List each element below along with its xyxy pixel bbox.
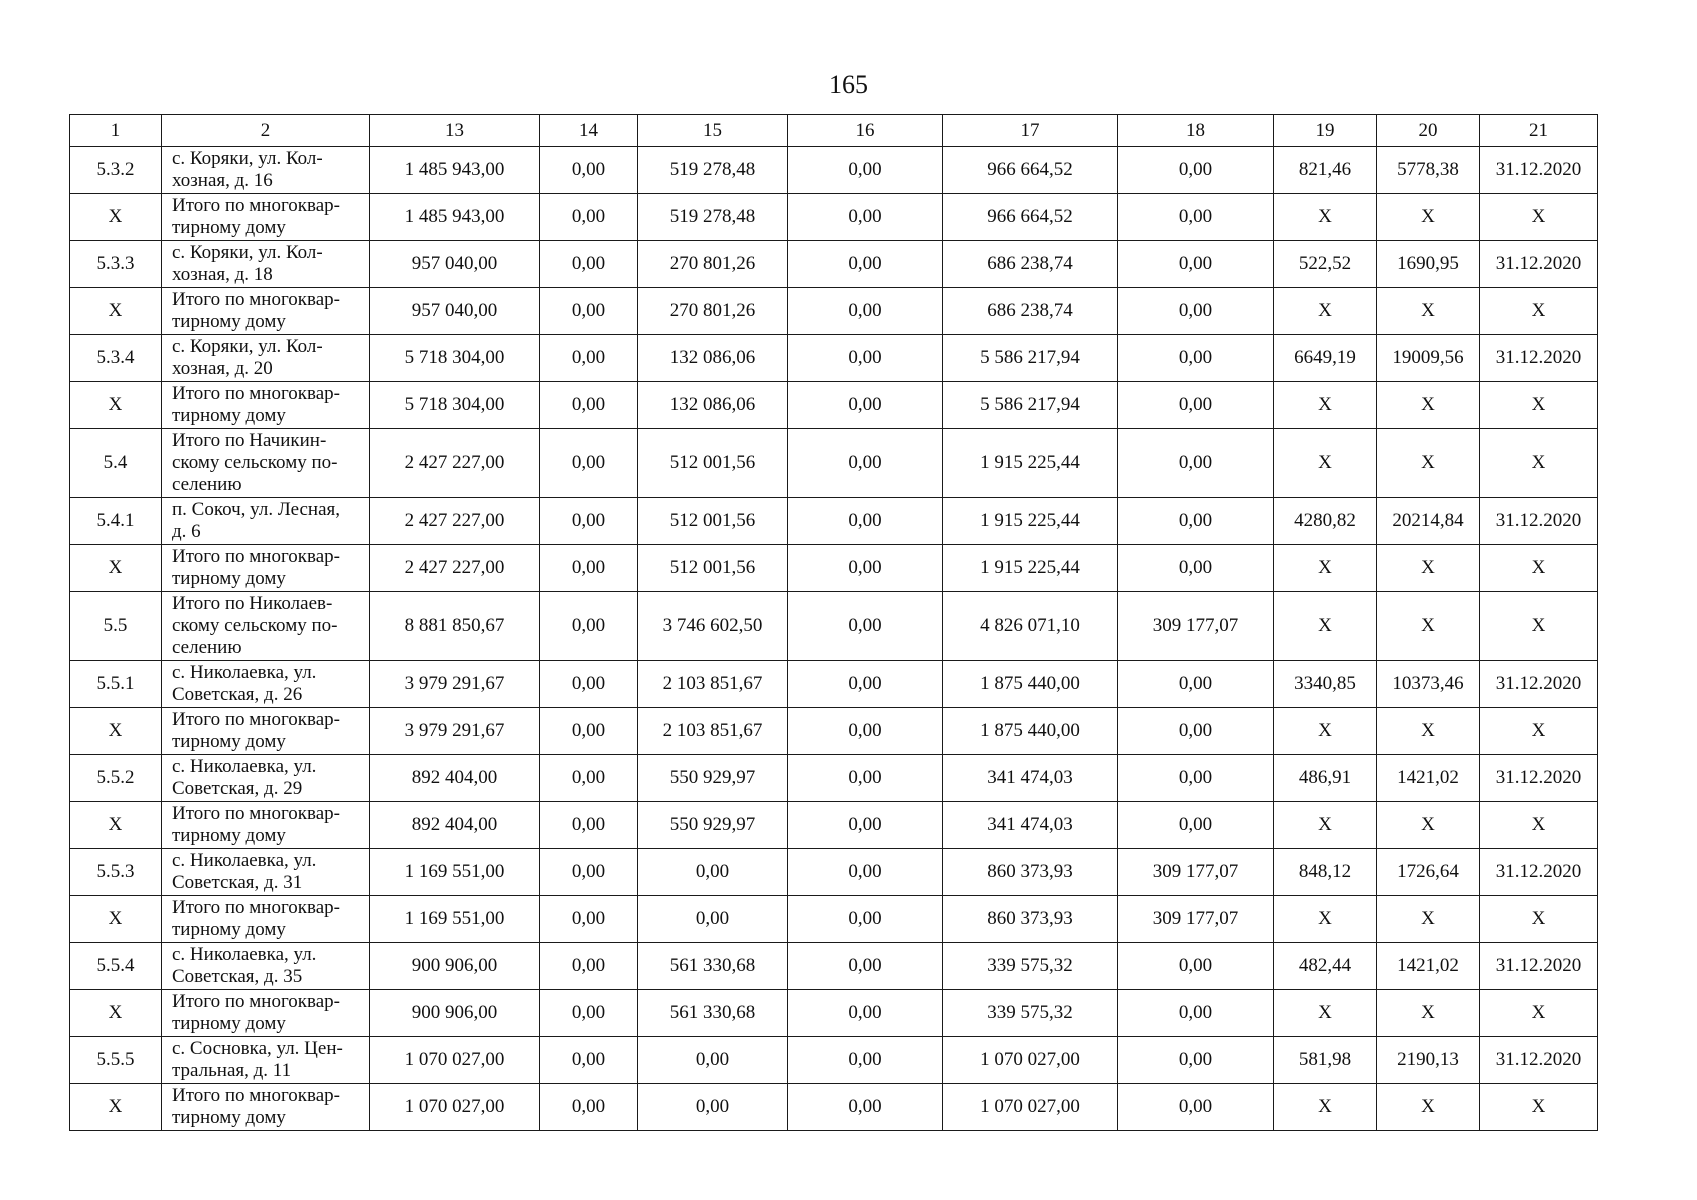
cell-row-number: Х [70, 802, 162, 849]
cell-col-21: 31.12.2020 [1480, 849, 1598, 896]
table-body [70, 115, 1598, 1131]
table-row [70, 288, 1598, 335]
cell-col-14: 0,00 [540, 429, 638, 498]
table-row [70, 545, 1598, 592]
column-header: 1 [70, 115, 162, 147]
cell-col-18: 0,00 [1118, 802, 1274, 849]
cell-col-21: Х [1480, 382, 1598, 429]
cell-col-13: 900 906,00 [370, 990, 540, 1037]
cell-col-17: 860 373,93 [943, 896, 1118, 943]
cell-address: Итого по многоквар- тирному дому [162, 802, 370, 849]
table-row [70, 382, 1598, 429]
cell-address: Итого по многоквар- тирному дому [162, 990, 370, 1037]
cell-col-15: 561 330,68 [638, 990, 788, 1037]
cell-col-14: 0,00 [540, 592, 638, 661]
cell-col-16: 0,00 [788, 288, 943, 335]
cell-col-20: Х [1377, 802, 1480, 849]
cell-col-17: 1 875 440,00 [943, 708, 1118, 755]
cell-col-21: 31.12.2020 [1480, 241, 1598, 288]
cell-col-19: 6649,19 [1274, 335, 1377, 382]
cell-address: с. Николаевка, ул. Советская, д. 26 [162, 661, 370, 708]
cell-col-15: 132 086,06 [638, 335, 788, 382]
cell-col-21: 31.12.2020 [1480, 661, 1598, 708]
cell-col-19: 848,12 [1274, 849, 1377, 896]
cell-col-14: 0,00 [540, 943, 638, 990]
cell-col-20: 10373,46 [1377, 661, 1480, 708]
cell-col-18: 0,00 [1118, 943, 1274, 990]
cell-col-17: 4 826 071,10 [943, 592, 1118, 661]
cell-col-13: 1 485 943,00 [370, 147, 540, 194]
cell-col-16: 0,00 [788, 755, 943, 802]
cell-row-number: 5.4.1 [70, 498, 162, 545]
cell-col-15: 0,00 [638, 1037, 788, 1084]
cell-col-19: Х [1274, 1084, 1377, 1131]
column-header: 19 [1274, 115, 1377, 147]
cell-col-20: 1421,02 [1377, 943, 1480, 990]
cell-col-20: Х [1377, 288, 1480, 335]
cell-col-14: 0,00 [540, 335, 638, 382]
cell-col-18: 0,00 [1118, 545, 1274, 592]
column-header: 16 [788, 115, 943, 147]
cell-col-14: 0,00 [540, 382, 638, 429]
cell-col-20: Х [1377, 990, 1480, 1037]
cell-col-21: Х [1480, 545, 1598, 592]
cell-row-number: Х [70, 708, 162, 755]
table-row [70, 943, 1598, 990]
cell-col-14: 0,00 [540, 896, 638, 943]
cell-col-17: 686 238,74 [943, 241, 1118, 288]
cell-col-14: 0,00 [540, 849, 638, 896]
cell-col-13: 957 040,00 [370, 241, 540, 288]
cell-address: Итого по Николаев- скому сельскому по- селению [162, 592, 370, 661]
table-row [70, 335, 1598, 382]
cell-col-17: 686 238,74 [943, 288, 1118, 335]
cell-col-16: 0,00 [788, 382, 943, 429]
cell-col-14: 0,00 [540, 194, 638, 241]
cell-col-14: 0,00 [540, 241, 638, 288]
cell-col-15: 0,00 [638, 896, 788, 943]
cell-col-16: 0,00 [788, 194, 943, 241]
cell-col-20: 2190,13 [1377, 1037, 1480, 1084]
cell-address: Итого по Начикин- скому сельскому по- селению [162, 429, 370, 498]
cell-col-13: 5 718 304,00 [370, 382, 540, 429]
table-row [70, 241, 1598, 288]
cell-col-15: 550 929,97 [638, 802, 788, 849]
cell-col-21: 31.12.2020 [1480, 755, 1598, 802]
cell-col-18: 0,00 [1118, 382, 1274, 429]
cell-col-13: 1 169 551,00 [370, 896, 540, 943]
cell-col-20: Х [1377, 708, 1480, 755]
cell-row-number: 5.5.1 [70, 661, 162, 708]
cell-col-14: 0,00 [540, 288, 638, 335]
cell-col-16: 0,00 [788, 943, 943, 990]
data-table [69, 114, 1598, 1131]
cell-col-19: Х [1274, 429, 1377, 498]
cell-col-20: 5778,38 [1377, 147, 1480, 194]
cell-col-13: 2 427 227,00 [370, 429, 540, 498]
cell-row-number: 5.5.5 [70, 1037, 162, 1084]
cell-col-14: 0,00 [540, 147, 638, 194]
cell-address: с. Николаевка, ул. Советская, д. 35 [162, 943, 370, 990]
cell-row-number: 5.3.4 [70, 335, 162, 382]
cell-address: с. Николаевка, ул. Советская, д. 31 [162, 849, 370, 896]
cell-col-17: 339 575,32 [943, 990, 1118, 1037]
cell-col-21: Х [1480, 1084, 1598, 1131]
cell-col-14: 0,00 [540, 755, 638, 802]
cell-row-number: 5.3.2 [70, 147, 162, 194]
cell-col-14: 0,00 [540, 802, 638, 849]
table-row [70, 498, 1598, 545]
cell-col-16: 0,00 [788, 241, 943, 288]
cell-col-15: 519 278,48 [638, 147, 788, 194]
column-header: 13 [370, 115, 540, 147]
cell-col-20: Х [1377, 896, 1480, 943]
column-header: 15 [638, 115, 788, 147]
cell-col-16: 0,00 [788, 545, 943, 592]
table-row [70, 802, 1598, 849]
cell-col-13: 2 427 227,00 [370, 545, 540, 592]
table-row [70, 194, 1598, 241]
cell-col-21: 31.12.2020 [1480, 147, 1598, 194]
cell-col-20: Х [1377, 382, 1480, 429]
cell-col-20: Х [1377, 194, 1480, 241]
cell-row-number: 5.3.3 [70, 241, 162, 288]
cell-col-17: 966 664,52 [943, 147, 1118, 194]
cell-col-19: 581,98 [1274, 1037, 1377, 1084]
cell-col-18: 0,00 [1118, 429, 1274, 498]
cell-col-18: 0,00 [1118, 194, 1274, 241]
cell-col-18: 0,00 [1118, 990, 1274, 1037]
cell-row-number: Х [70, 990, 162, 1037]
cell-address: Итого по многоквар- тирному дому [162, 545, 370, 592]
cell-col-18: 0,00 [1118, 335, 1274, 382]
cell-col-14: 0,00 [540, 498, 638, 545]
table-row [70, 147, 1598, 194]
cell-col-15: 0,00 [638, 849, 788, 896]
table-row [70, 1084, 1598, 1131]
cell-col-13: 2 427 227,00 [370, 498, 540, 545]
cell-col-16: 0,00 [788, 896, 943, 943]
cell-col-14: 0,00 [540, 545, 638, 592]
cell-col-13: 3 979 291,67 [370, 661, 540, 708]
cell-col-17: 341 474,03 [943, 755, 1118, 802]
cell-address: с. Коряки, ул. Кол- хозная, д. 16 [162, 147, 370, 194]
cell-col-21: Х [1480, 288, 1598, 335]
cell-address: Итого по многоквар- тирному дому [162, 382, 370, 429]
cell-col-16: 0,00 [788, 1084, 943, 1131]
cell-col-19: 486,91 [1274, 755, 1377, 802]
cell-col-15: 132 086,06 [638, 382, 788, 429]
table-row [70, 990, 1598, 1037]
table-row [70, 708, 1598, 755]
cell-row-number: Х [70, 288, 162, 335]
cell-col-18: 0,00 [1118, 755, 1274, 802]
cell-address: с. Коряки, ул. Кол- хозная, д. 18 [162, 241, 370, 288]
cell-col-20: Х [1377, 592, 1480, 661]
cell-col-16: 0,00 [788, 990, 943, 1037]
cell-col-14: 0,00 [540, 1037, 638, 1084]
cell-col-13: 5 718 304,00 [370, 335, 540, 382]
cell-col-20: 20214,84 [1377, 498, 1480, 545]
cell-col-13: 892 404,00 [370, 802, 540, 849]
cell-col-15: 512 001,56 [638, 498, 788, 545]
cell-row-number: 5.5 [70, 592, 162, 661]
cell-col-13: 3 979 291,67 [370, 708, 540, 755]
cell-col-16: 0,00 [788, 708, 943, 755]
table-row [70, 429, 1598, 498]
cell-col-15: 512 001,56 [638, 429, 788, 498]
cell-col-19: 4280,82 [1274, 498, 1377, 545]
cell-row-number: Х [70, 382, 162, 429]
cell-col-17: 1 070 027,00 [943, 1084, 1118, 1131]
cell-row-number: Х [70, 1084, 162, 1131]
cell-col-19: 482,44 [1274, 943, 1377, 990]
cell-col-13: 900 906,00 [370, 943, 540, 990]
cell-col-16: 0,00 [788, 661, 943, 708]
cell-col-15: 270 801,26 [638, 241, 788, 288]
table-row [70, 896, 1598, 943]
cell-col-16: 0,00 [788, 335, 943, 382]
column-header: 20 [1377, 115, 1480, 147]
cell-row-number: 5.5.2 [70, 755, 162, 802]
cell-col-19: Х [1274, 592, 1377, 661]
cell-col-18: 0,00 [1118, 1084, 1274, 1131]
cell-address: Итого по многоквар- тирному дому [162, 1084, 370, 1131]
cell-col-21: Х [1480, 708, 1598, 755]
cell-col-19: Х [1274, 896, 1377, 943]
cell-col-21: Х [1480, 990, 1598, 1037]
cell-col-18: 309 177,07 [1118, 592, 1274, 661]
table-row [70, 1037, 1598, 1084]
cell-col-13: 892 404,00 [370, 755, 540, 802]
cell-col-17: 1 915 225,44 [943, 498, 1118, 545]
cell-col-18: 0,00 [1118, 708, 1274, 755]
cell-col-21: 31.12.2020 [1480, 498, 1598, 545]
cell-col-17: 1 915 225,44 [943, 545, 1118, 592]
cell-col-19: 3340,85 [1274, 661, 1377, 708]
cell-col-18: 0,00 [1118, 288, 1274, 335]
cell-address: с. Сосновка, ул. Цен- тральная, д. 11 [162, 1037, 370, 1084]
cell-col-19: Х [1274, 194, 1377, 241]
cell-col-21: Х [1480, 802, 1598, 849]
cell-col-16: 0,00 [788, 1037, 943, 1084]
cell-col-15: 561 330,68 [638, 943, 788, 990]
cell-col-20: 19009,56 [1377, 335, 1480, 382]
cell-col-18: 309 177,07 [1118, 849, 1274, 896]
cell-col-15: 550 929,97 [638, 755, 788, 802]
cell-col-13: 1 485 943,00 [370, 194, 540, 241]
cell-address: Итого по многоквар- тирному дому [162, 708, 370, 755]
cell-col-14: 0,00 [540, 708, 638, 755]
cell-col-19: Х [1274, 708, 1377, 755]
cell-col-13: 1 070 027,00 [370, 1084, 540, 1131]
cell-col-17: 339 575,32 [943, 943, 1118, 990]
cell-address: Итого по многоквар- тирному дому [162, 896, 370, 943]
cell-col-20: 1726,64 [1377, 849, 1480, 896]
table-row [70, 849, 1598, 896]
cell-col-13: 8 881 850,67 [370, 592, 540, 661]
cell-col-19: Х [1274, 990, 1377, 1037]
column-header: 14 [540, 115, 638, 147]
cell-address: с. Николаевка, ул. Советская, д. 29 [162, 755, 370, 802]
cell-col-20: 1421,02 [1377, 755, 1480, 802]
cell-row-number: Х [70, 896, 162, 943]
cell-col-15: 270 801,26 [638, 288, 788, 335]
cell-col-19: 821,46 [1274, 147, 1377, 194]
cell-row-number: 5.5.4 [70, 943, 162, 990]
column-header: 2 [162, 115, 370, 147]
cell-col-20: Х [1377, 429, 1480, 498]
cell-col-17: 860 373,93 [943, 849, 1118, 896]
cell-col-18: 0,00 [1118, 241, 1274, 288]
cell-col-20: 1690,95 [1377, 241, 1480, 288]
cell-col-19: Х [1274, 288, 1377, 335]
cell-col-20: Х [1377, 1084, 1480, 1131]
cell-col-20: Х [1377, 545, 1480, 592]
cell-col-18: 0,00 [1118, 1037, 1274, 1084]
cell-col-17: 1 875 440,00 [943, 661, 1118, 708]
cell-col-16: 0,00 [788, 147, 943, 194]
cell-col-15: 2 103 851,67 [638, 661, 788, 708]
cell-col-18: 0,00 [1118, 498, 1274, 545]
cell-col-14: 0,00 [540, 990, 638, 1037]
cell-col-19: Х [1274, 545, 1377, 592]
cell-col-13: 1 070 027,00 [370, 1037, 540, 1084]
page-number: 165 [829, 70, 868, 99]
cell-col-16: 0,00 [788, 592, 943, 661]
cell-col-15: 2 103 851,67 [638, 708, 788, 755]
cell-col-13: 1 169 551,00 [370, 849, 540, 896]
cell-col-18: 0,00 [1118, 147, 1274, 194]
cell-col-16: 0,00 [788, 429, 943, 498]
cell-col-13: 957 040,00 [370, 288, 540, 335]
cell-col-21: 31.12.2020 [1480, 335, 1598, 382]
cell-col-16: 0,00 [788, 498, 943, 545]
cell-col-17: 5 586 217,94 [943, 382, 1118, 429]
cell-col-19: Х [1274, 802, 1377, 849]
table-row [70, 592, 1598, 661]
cell-col-17: 341 474,03 [943, 802, 1118, 849]
cell-col-21: Х [1480, 592, 1598, 661]
column-header: 18 [1118, 115, 1274, 147]
cell-col-14: 0,00 [540, 661, 638, 708]
cell-col-14: 0,00 [540, 1084, 638, 1131]
cell-col-15: 519 278,48 [638, 194, 788, 241]
cell-address: п. Сокоч, ул. Лесная, д. 6 [162, 498, 370, 545]
cell-col-21: 31.12.2020 [1480, 943, 1598, 990]
cell-row-number: 5.5.3 [70, 849, 162, 896]
table-row [70, 661, 1598, 708]
cell-col-15: 0,00 [638, 1084, 788, 1131]
cell-col-21: Х [1480, 194, 1598, 241]
cell-col-19: 522,52 [1274, 241, 1377, 288]
cell-col-16: 0,00 [788, 802, 943, 849]
cell-col-17: 966 664,52 [943, 194, 1118, 241]
cell-row-number: 5.4 [70, 429, 162, 498]
cell-col-19: Х [1274, 382, 1377, 429]
cell-row-number: Х [70, 545, 162, 592]
column-header: 21 [1480, 115, 1598, 147]
column-header-row [70, 115, 1598, 147]
cell-address: Итого по многоквар- тирному дому [162, 288, 370, 335]
cell-col-18: 0,00 [1118, 661, 1274, 708]
column-header: 17 [943, 115, 1118, 147]
cell-col-16: 0,00 [788, 849, 943, 896]
cell-row-number: Х [70, 194, 162, 241]
cell-col-17: 1 070 027,00 [943, 1037, 1118, 1084]
cell-col-21: Х [1480, 896, 1598, 943]
cell-col-17: 1 915 225,44 [943, 429, 1118, 498]
cell-col-21: Х [1480, 429, 1598, 498]
cell-address: Итого по многоквар- тирному дому [162, 194, 370, 241]
cell-col-15: 3 746 602,50 [638, 592, 788, 661]
cell-col-17: 5 586 217,94 [943, 335, 1118, 382]
cell-col-21: 31.12.2020 [1480, 1037, 1598, 1084]
table-row [70, 755, 1598, 802]
cell-col-15: 512 001,56 [638, 545, 788, 592]
cell-address: с. Коряки, ул. Кол- хозная, д. 20 [162, 335, 370, 382]
cell-col-18: 309 177,07 [1118, 896, 1274, 943]
